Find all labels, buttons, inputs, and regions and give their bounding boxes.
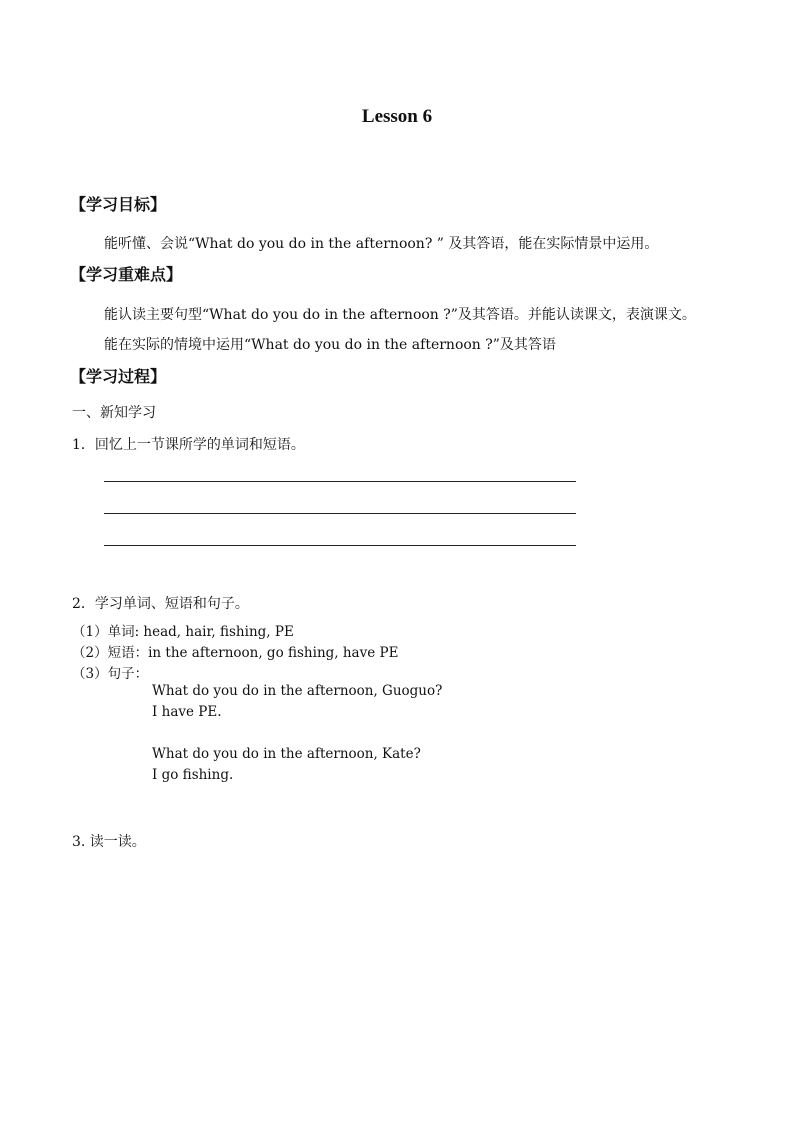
item-2-learn: 2．学习单词、短语和句子。 xyxy=(72,596,249,612)
key-points-heading: 【学习重难点】 xyxy=(70,265,183,284)
item-3-read: 3. 读一读。 xyxy=(72,834,146,850)
sub-item-sentences: （3）句子： xyxy=(72,666,149,682)
dialogue-line-3: What do you do in the afternoon, Kate? xyxy=(152,746,421,762)
key-point-line-1: 能认读主要句型“What do you do in the afternoon ?”及其答语。并能认读课文，表演课文。 xyxy=(104,307,696,323)
sub-item-phrases: （2）短语：in the afternoon, go fishing, have PE xyxy=(72,645,399,661)
answer-line-2 xyxy=(104,513,576,514)
goals-text: 能听懂、会说“What do you do in the afternoon? ” 及其答语，能在实际情景中运用。 xyxy=(104,236,659,252)
key-point-line-2: 能在实际的情境中运用“What do you do in the afternoon ?”及其答语 xyxy=(104,337,556,353)
sub-item-words: （1）单词: head, hair, fishing, PE xyxy=(72,624,294,640)
dialogue-line-1: What do you do in the afternoon, Guoguo? xyxy=(152,683,443,699)
answer-line-3 xyxy=(104,545,576,546)
dialogue-line-4: I go fishing. xyxy=(152,767,234,783)
page-title: Lesson 6 xyxy=(361,106,433,127)
dialogue-line-2: I have PE. xyxy=(152,704,222,720)
goals-heading: 【学习目标】 xyxy=(70,195,167,214)
section-new-learning: 一、新知学习 xyxy=(72,405,156,421)
answer-line-1 xyxy=(104,481,576,482)
process-heading: 【学习过程】 xyxy=(70,367,167,386)
item-1-review: 1．回忆上一节课所学的单词和短语。 xyxy=(72,437,305,453)
